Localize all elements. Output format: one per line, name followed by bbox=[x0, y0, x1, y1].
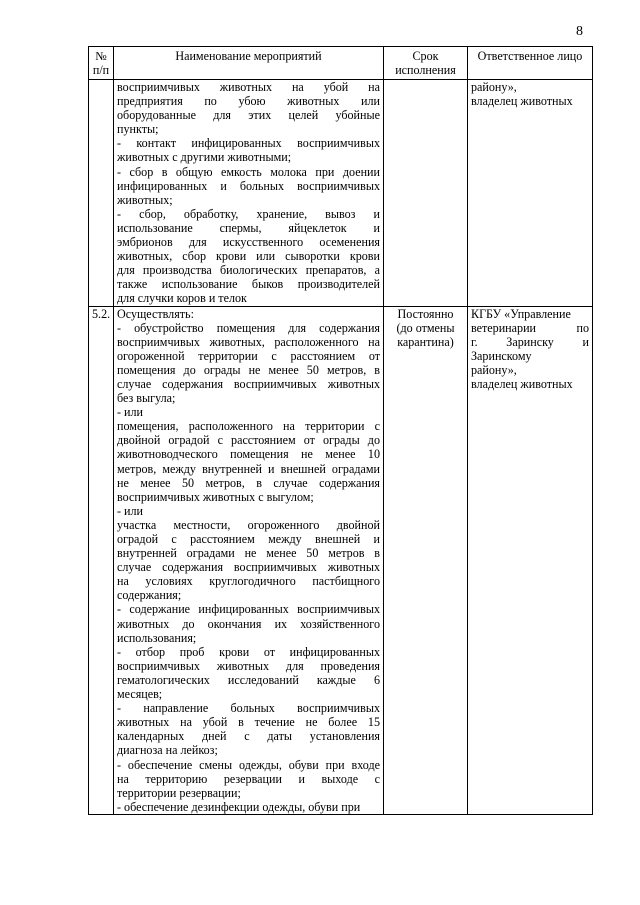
header-activity: Наименование мероприятий bbox=[114, 47, 384, 80]
activity-line: случае содержания восприимчивых животных bbox=[117, 560, 380, 575]
activity-line: территории резервации; bbox=[117, 785, 241, 800]
responsible-line: владелец животных bbox=[471, 376, 573, 391]
activity-line: животных, сбор крови или сыворотки крови bbox=[117, 249, 380, 264]
activity-line: метров, между внутренней и внешней оградами bbox=[117, 461, 380, 476]
activity-line: использование спермы, яйцеклеток и bbox=[117, 220, 380, 235]
activity-line: - сбор, обработку, хранение, вывоз и bbox=[117, 206, 380, 221]
activity-line: инфицированных и больных восприимчивых bbox=[117, 178, 380, 193]
responsible-line: Заринскому bbox=[471, 348, 532, 363]
table-row bbox=[89, 306, 593, 814]
activity-line: восприимчивых животных с выгулом; bbox=[117, 489, 314, 504]
activity-line: восприимчивых животных, расположенного на bbox=[117, 334, 380, 349]
deadline-cell bbox=[384, 306, 468, 814]
responsible-cell bbox=[468, 80, 593, 307]
activity-line: гематологических исследований каждые 6 bbox=[117, 672, 380, 687]
activity-line: помещения, расположенного на территории с bbox=[117, 419, 380, 434]
activity-line: помещения до ограды не менее 50 метров, в bbox=[117, 362, 380, 377]
activity-line: - или bbox=[117, 503, 144, 518]
responsible-line: району», bbox=[471, 80, 517, 94]
activity-line: участка местности, огороженного двойной bbox=[117, 517, 380, 532]
responsible-line: г. Заринску и bbox=[471, 334, 589, 349]
responsible-line: владелец животных bbox=[471, 94, 573, 109]
responsible-cell bbox=[468, 306, 593, 814]
activity-line: на условиях круглогодичного пастбищного bbox=[117, 574, 380, 589]
activity-line: - отбор проб крови от инфицированных bbox=[117, 644, 380, 659]
activities-table bbox=[88, 46, 593, 815]
activity-line: - содержание инфицированных восприимчивых bbox=[117, 602, 380, 617]
row-number: 5.2. bbox=[89, 306, 114, 814]
activity-line: для случки коров и телок bbox=[117, 291, 247, 306]
activity-line: на территорию резервации и выходе с bbox=[117, 771, 380, 786]
activity-cell bbox=[114, 306, 384, 814]
page-number: 8 bbox=[576, 24, 583, 39]
activity-line: - обеспечение дезинфекции одежды, обуви при bbox=[117, 799, 361, 814]
deadline-cell bbox=[384, 80, 468, 307]
responsible-line: ветеринарии по bbox=[471, 320, 589, 335]
header-responsible: Ответственное лицо bbox=[468, 47, 593, 80]
activity-line: внутренней оградами не менее 50 метров в bbox=[117, 546, 380, 561]
row-number bbox=[89, 80, 114, 307]
activity-line: эмбрионов для искусственного осеменения bbox=[117, 235, 380, 250]
activity-line: животных до окончания их хозяйственного bbox=[117, 616, 380, 631]
activity-line: календарных дней с даты установления bbox=[117, 729, 380, 744]
activity-line: случае содержания восприимчивых животных bbox=[117, 376, 380, 391]
activity-line: животных на убой в течение не более 15 bbox=[117, 715, 380, 730]
activity-line: содержания; bbox=[117, 588, 182, 603]
responsible-line: району», bbox=[471, 362, 517, 377]
table-header-row bbox=[89, 47, 593, 80]
deadline-line: Постоянно bbox=[397, 306, 454, 321]
deadline-line: (до отмены bbox=[396, 320, 455, 335]
activity-line: огороженной территории с расстоянием от bbox=[117, 348, 380, 363]
activity-line: восприимчивых животных для проведения bbox=[117, 658, 380, 673]
activity-line: - обустройство помещения для содержания bbox=[117, 320, 380, 335]
activity-line: животноводческого помещения не менее 10 bbox=[117, 447, 380, 462]
activity-line: - направление больных восприимчивых bbox=[117, 701, 380, 716]
activity-line: восприимчивых животных на убой на bbox=[117, 80, 380, 94]
activity-line: - обеспечение смены одежды, обуви при входе bbox=[117, 757, 380, 772]
activity-line: диагноза на лейкоз; bbox=[117, 743, 218, 758]
header-num: № п/п bbox=[89, 47, 114, 80]
activity-line: животных; bbox=[117, 192, 173, 207]
activity-line: месяцев; bbox=[117, 687, 163, 702]
activity-line: пункты; bbox=[117, 122, 159, 137]
activity-line: оградой с расстоянием между внешней и bbox=[117, 532, 380, 546]
activity-cell bbox=[114, 80, 384, 307]
activity-line: не менее 50 метров, в случае содержания bbox=[117, 475, 380, 490]
activity-line: предприятия по убою животных или bbox=[117, 94, 380, 109]
activity-line: - сбор в общую емкость молока при доении bbox=[117, 164, 380, 179]
activity-line: двойной оградой с расстоянием от ограды до bbox=[117, 433, 380, 448]
activity-line: - или bbox=[117, 405, 144, 420]
activity-line: без выгула; bbox=[117, 391, 176, 406]
activity-line: также использование быков производителей bbox=[117, 277, 380, 292]
activity-line: Осуществлять: bbox=[117, 306, 194, 321]
header-deadline: Срок исполнения bbox=[384, 47, 468, 80]
activity-line: - контакт инфицированных восприимчивых bbox=[117, 136, 380, 151]
table-row bbox=[89, 80, 593, 307]
activity-line: животных с другими животными; bbox=[117, 150, 292, 165]
activity-line: использования; bbox=[117, 630, 197, 645]
activity-line: оборудованные для этих целей убойные bbox=[117, 108, 380, 123]
responsible-line: КГБУ «Управление bbox=[471, 306, 571, 321]
deadline-line: карантина) bbox=[397, 334, 454, 349]
activity-line: для производства биологических препаратов, а bbox=[117, 263, 380, 278]
